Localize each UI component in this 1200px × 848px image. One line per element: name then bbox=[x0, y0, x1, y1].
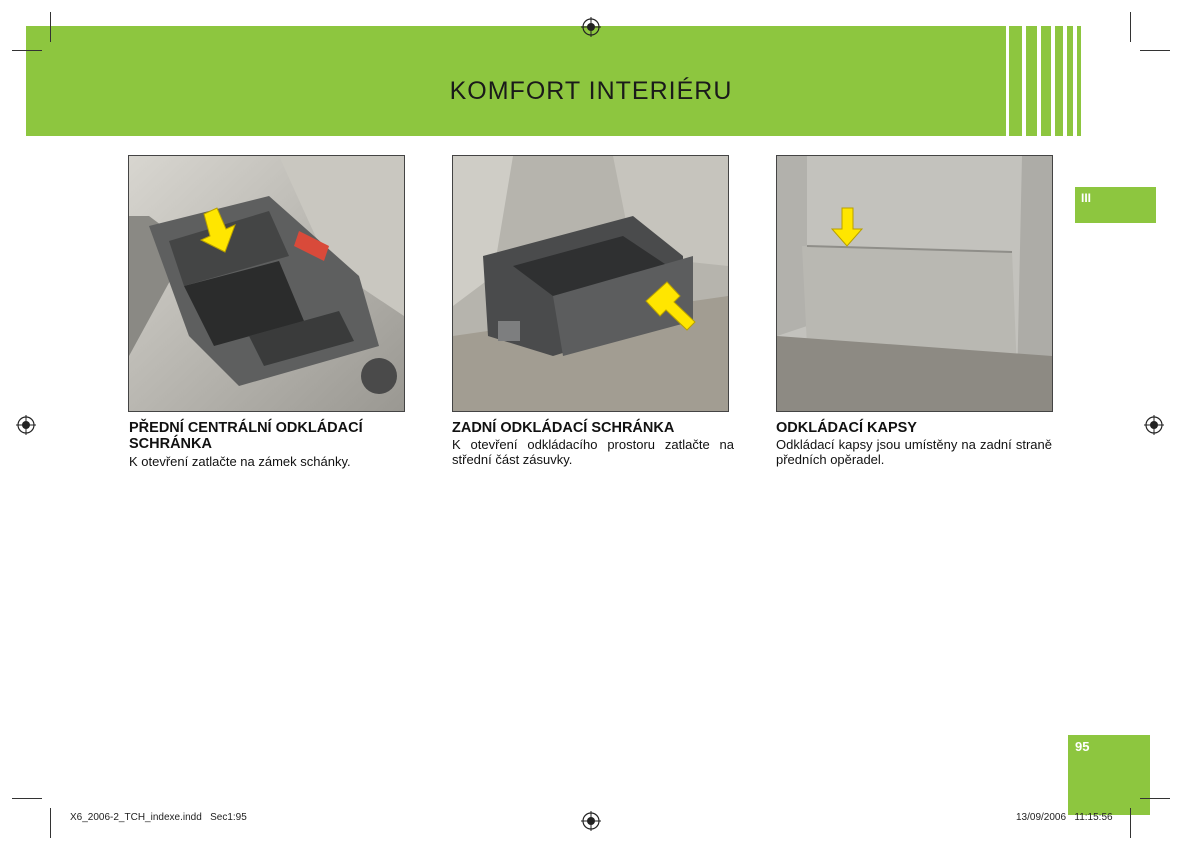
photo-rear-storage bbox=[452, 155, 729, 412]
caption-title-rear: ZADNÍ ODKLÁDACÍ SCHRÁNKA bbox=[452, 420, 675, 436]
caption-text-pockets: Odkládací kapsy jsou umístěny na zadní straně předních opěradel. bbox=[776, 437, 1052, 467]
registration-mark-icon bbox=[581, 17, 601, 37]
crop-mark bbox=[1140, 798, 1170, 799]
crop-mark bbox=[50, 808, 51, 838]
crop-mark bbox=[50, 12, 51, 42]
crop-mark bbox=[1130, 808, 1131, 838]
section-tab-label: III bbox=[1081, 191, 1092, 205]
photo-seat-pockets bbox=[776, 155, 1053, 412]
caption-title-pockets: ODKLÁDACÍ KAPSY bbox=[776, 420, 917, 436]
registration-mark-icon bbox=[1144, 415, 1164, 435]
page-number: 95 bbox=[1075, 739, 1090, 754]
crop-mark bbox=[1130, 12, 1131, 42]
crop-mark bbox=[1140, 50, 1170, 51]
caption-text-front: K otevření zatlačte na zámek schánky. bbox=[129, 454, 351, 469]
page-title: KOMFORT INTERIÉRU bbox=[449, 77, 733, 105]
registration-mark-icon bbox=[16, 415, 36, 435]
footer-date: 13/09/2006 11:15:56 bbox=[1016, 812, 1113, 823]
crop-mark bbox=[12, 798, 42, 799]
footer-file-info: X6_2006-2_TCH_indexe.indd Sec1:95 bbox=[70, 812, 247, 823]
caption-title-front: PŘEDNÍ CENTRÁLNÍ ODKLÁDACÍ SCHRÁNKA bbox=[129, 420, 363, 452]
registration-mark-icon bbox=[581, 811, 601, 831]
crop-mark bbox=[12, 50, 42, 51]
caption-text-rear: K otevření odkládacího prostoru zatlačte na střední část zásuvky. bbox=[452, 437, 734, 467]
photo-front-storage bbox=[128, 155, 405, 412]
